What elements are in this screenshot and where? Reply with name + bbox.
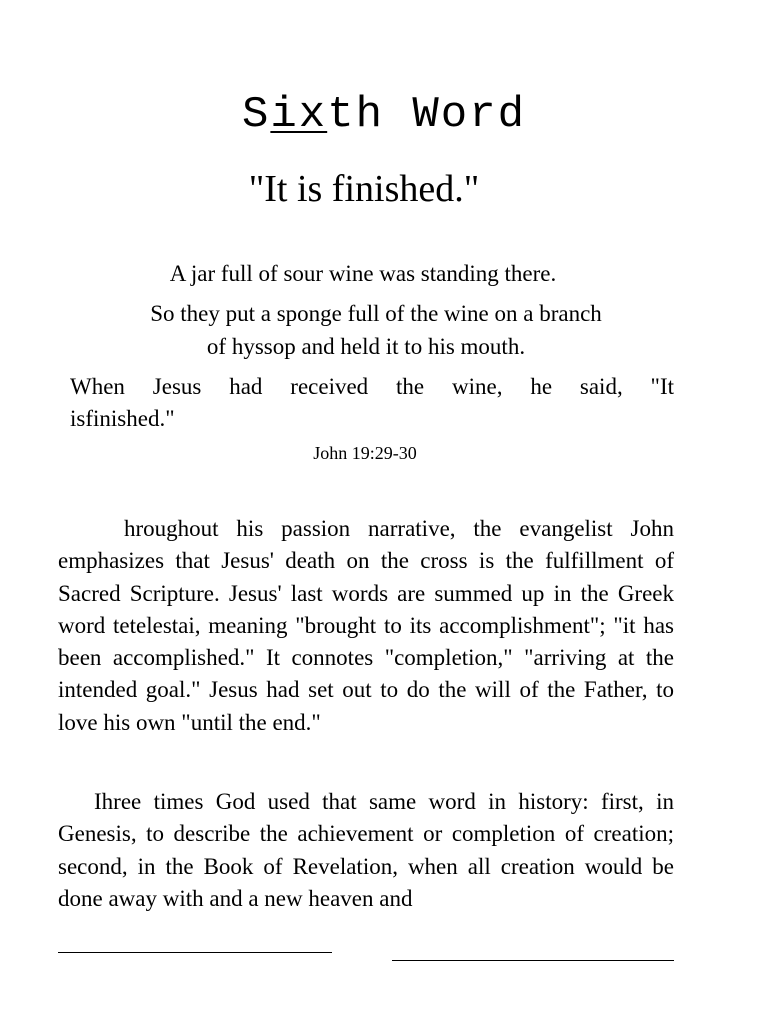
page-subtitle: "It is finished." bbox=[248, 168, 480, 210]
scripture-reference: John 19:29-30 bbox=[313, 443, 417, 463]
page-title bbox=[0, 88, 768, 142]
body-paragraph-2: Ihree times God used that same word in history: first, in Genesis, to describe the achievement or completion of creation; second, in the Book of Revelation, when all creation would be done away with and a new heaven and bbox=[58, 789, 674, 911]
title-part-underlined: ix bbox=[270, 90, 328, 140]
footer-rule-left bbox=[58, 952, 332, 953]
scripture-line-3: of hyssop and held it to his mouth. bbox=[206, 334, 526, 359]
footer-rule-right bbox=[392, 960, 674, 961]
scripture-line-1: A jar full of sour wine was standing there. bbox=[169, 261, 557, 286]
title-part-s: S bbox=[241, 90, 271, 140]
body-paragraph-1: hroughout his passion narrative, the evangelist John emphasizes that Jesus' death on the cross is the fulfillment of Sacred Scripture. Jesus' last words are summed up in the Greek word tetelestai, meaning "brought to its accomplishment"; "it has been accomplished." It connotes "completion," "arriving at the intended goal." Jesus had set out to do the will of the Father, to love his own "until the end." bbox=[58, 516, 674, 735]
scripture-line-4: When Jesus had received the wine, he said, "It bbox=[70, 374, 674, 399]
scripture-line-5: isfinished." bbox=[70, 406, 175, 431]
scripture-line-2: So they put a sponge full of the wine on a branch bbox=[150, 301, 602, 326]
title-part-rest: th Word bbox=[327, 90, 527, 140]
